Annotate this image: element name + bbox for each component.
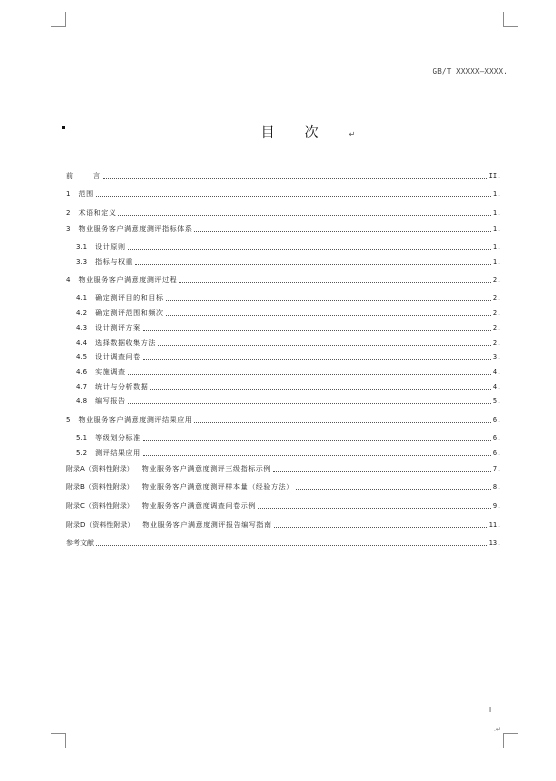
toc-entry[interactable]: [76, 256, 500, 267]
line-end-mark-icon: .: [498, 540, 500, 547]
toc-entry-number: 1: [66, 190, 71, 198]
dot-leader: [143, 329, 491, 331]
toc-entry-page: 1: [492, 209, 498, 217]
dot-leader: [128, 248, 491, 250]
dot-leader: [103, 177, 487, 179]
toc-entry[interactable]: [76, 447, 500, 458]
toc-entry-number: 附录C（资料性附录）: [66, 502, 134, 510]
toc-entry-page: 2: [492, 276, 498, 284]
toc-entry[interactable]: [76, 241, 500, 252]
toc-entry-page: 3: [492, 353, 498, 361]
dot-leader: [179, 281, 491, 283]
toc-entry-page: 8: [492, 483, 498, 491]
line-end-mark-icon: .: [498, 259, 500, 266]
toc-entry-number: 附录D（资料性附录）: [66, 521, 135, 529]
toc-entry-page: II: [488, 172, 498, 180]
toc-entry[interactable]: [66, 463, 500, 474]
crop-mark-top-right: [503, 12, 518, 27]
toc-entry-page: 11: [488, 521, 498, 529]
toc-entry-title: 设计原则: [95, 243, 126, 251]
toc-entry[interactable]: [66, 500, 500, 511]
toc-entry[interactable]: [76, 337, 500, 348]
toc-entry-number: 4.5: [76, 353, 88, 361]
line-end-mark-icon: .: [498, 244, 500, 251]
line-end-mark-icon: .: [498, 466, 500, 473]
dot-leader: [96, 544, 487, 546]
toc-entry-page: 1: [492, 190, 498, 198]
toc-entry-title: 编写报告: [95, 397, 126, 405]
toc-entry-number: 4.7: [76, 383, 88, 391]
toc-entry-number: 参考文献: [66, 539, 94, 547]
toc-entry-title: 物业服务客户满意度测评结果应用: [78, 416, 193, 424]
toc-entry-page: 4: [492, 368, 498, 376]
toc-entry[interactable]: [66, 537, 500, 548]
toc-entry-number: 4.1: [76, 294, 88, 302]
toc-entry-title: 物业服务客户满意度测评过程: [78, 276, 178, 284]
dot-leader: [258, 507, 491, 509]
toc-entry-number: 3.3: [76, 258, 88, 266]
dot-leader: [166, 314, 491, 316]
dot-leader: [194, 230, 490, 232]
toc-entry-number: 4.8: [76, 397, 88, 405]
line-end-mark-icon: .: [498, 450, 500, 457]
toc-entry-page: 5: [492, 397, 498, 405]
dot-leader: [296, 488, 491, 490]
line-end-mark-icon: .: [498, 191, 500, 198]
toc-entry[interactable]: [66, 207, 500, 218]
toc-entry-number: 附录A（资料性附录）: [66, 465, 134, 473]
toc-entry-page: 2: [492, 339, 498, 347]
standard-code: GB/T XXXXX—XXXX.: [432, 67, 508, 76]
toc-entry-title: 设计测评方案: [95, 324, 141, 332]
footer-mark: .↵: [494, 726, 501, 733]
toc-entry-title: 物业服务客户满意度测评三级指标示例: [141, 465, 271, 473]
line-end-mark-icon: .: [498, 310, 500, 317]
dot-leader: [118, 214, 490, 216]
toc-entry-title: 确定测评范围和频次: [95, 309, 164, 317]
toc-entry[interactable]: [66, 481, 500, 492]
dot-leader: [135, 263, 491, 265]
dot-leader: [143, 358, 491, 360]
toc-entry[interactable]: [66, 274, 500, 285]
toc-entry[interactable]: [76, 322, 500, 333]
crop-mark-bottom-left: [51, 733, 66, 748]
line-end-mark-icon: .: [498, 384, 500, 391]
toc-entry[interactable]: [76, 292, 500, 303]
crop-mark-bottom-right: [503, 733, 518, 748]
toc-entry-title: 测评结果应用: [95, 449, 141, 457]
toc-heading: [0, 122, 556, 142]
toc-entry-number: 4.4: [76, 339, 88, 347]
dot-leader: [128, 402, 491, 404]
toc-entry-title: 物业服务客户满意度调查问卷示例: [141, 502, 256, 510]
crop-mark-top-left: [51, 12, 66, 27]
toc-entry-number: 5: [66, 416, 71, 424]
toc-entry-number: 附录B（资料性附录）: [66, 483, 134, 491]
toc-entry-title: 实施调查: [95, 368, 126, 376]
toc-entry-title: 确定测评目的和目标: [95, 294, 164, 302]
toc-entry-title: 术语和定义: [78, 209, 117, 217]
dot-leader: [166, 299, 491, 301]
line-end-mark-icon: .: [498, 369, 500, 376]
line-end-mark-icon: .: [498, 417, 500, 424]
toc-entry-page: 13: [488, 539, 498, 547]
toc-entry-page: 1: [492, 225, 498, 233]
toc-entry-number: 前: [66, 172, 73, 180]
toc-entry-number: 3: [66, 225, 71, 233]
toc-entry-page: 2: [492, 324, 498, 332]
toc-entry-title: 选择数据收集方法: [95, 339, 156, 347]
dot-leader: [158, 344, 491, 346]
dot-leader: [274, 526, 487, 528]
toc-entry-page: 2: [492, 294, 498, 302]
page-number: I: [489, 706, 492, 714]
dot-leader: [194, 421, 490, 423]
toc-entry-title: 物业服务客户满意度测评样本量（经验方法）: [141, 483, 294, 491]
toc-entry-page: 6: [492, 434, 498, 442]
toc-entry-page: 1: [492, 258, 498, 266]
toc-entry-title: 等级划分标准: [95, 434, 141, 442]
toc-entry-page: 6: [492, 449, 498, 457]
toc-entry-title: 物业服务客户满意度测评报告编写指南: [142, 521, 272, 529]
toc-entry[interactable]: [66, 188, 500, 199]
toc-entry-number: 5.1: [76, 434, 88, 442]
toc-entry-title: 范围: [78, 190, 94, 198]
toc-entry-number: 3.1: [76, 243, 88, 251]
line-end-mark-icon: .: [498, 210, 500, 217]
line-end-mark-icon: .: [498, 226, 500, 233]
toc-entry[interactable]: [76, 351, 500, 362]
toc-entry-title: 物业服务客户满意度测评指标体系: [78, 225, 193, 233]
toc-entry[interactable]: [76, 381, 500, 392]
toc-entry-page: 1: [492, 243, 498, 251]
toc-entry-page: 7: [492, 465, 498, 473]
toc-entry-title: 言: [93, 172, 101, 180]
line-end-mark-icon: .: [498, 398, 500, 405]
toc-entry-title: 指标与权重: [95, 258, 134, 266]
line-end-mark-icon: .: [498, 173, 500, 180]
toc-entry-page: 2: [492, 309, 498, 317]
toc-entry-number: 5.2: [76, 449, 88, 457]
line-end-mark-icon: .: [498, 340, 500, 347]
dot-leader: [96, 195, 491, 197]
toc-entry-number: 4.6: [76, 368, 88, 376]
paragraph-mark-icon: ↵: [348, 130, 356, 139]
dot-leader: [273, 470, 491, 472]
toc-entry[interactable]: [66, 223, 500, 234]
line-end-mark-icon: .: [498, 325, 500, 332]
dot-leader: [150, 388, 491, 390]
toc-entry[interactable]: [76, 366, 500, 377]
toc-entry[interactable]: [76, 395, 500, 406]
toc-entry[interactable]: [76, 307, 500, 318]
toc-entry-number: 2: [66, 209, 71, 217]
dot-leader: [128, 373, 491, 375]
toc-entry-page: 9: [492, 502, 498, 510]
dot-leader: [143, 439, 491, 441]
toc-entry-page: 4: [492, 383, 498, 391]
line-end-mark-icon: .: [498, 354, 500, 361]
toc-entry-number: 4.2: [76, 309, 88, 317]
toc-entry[interactable]: [66, 414, 500, 425]
toc-entry-title: 设计调查问卷: [95, 353, 141, 361]
toc-entry[interactable]: [76, 432, 500, 443]
line-end-mark-icon: .: [498, 435, 500, 442]
toc-entry[interactable]: [66, 519, 500, 530]
toc-entry-page: 6: [492, 416, 498, 424]
line-end-mark-icon: .: [498, 522, 500, 529]
dot-leader: [143, 454, 491, 456]
line-end-mark-icon: .: [498, 484, 500, 491]
toc-entry[interactable]: [66, 170, 500, 181]
toc-entry-number: 4: [66, 276, 71, 284]
toc-entry-number: 4.3: [76, 324, 88, 332]
toc-heading-text: 目次: [260, 125, 349, 141]
line-end-mark-icon: .: [498, 277, 500, 284]
line-end-mark-icon: .: [498, 295, 500, 302]
toc-entry-title: 统计与分析数据: [95, 383, 149, 391]
line-end-mark-icon: .: [498, 503, 500, 510]
